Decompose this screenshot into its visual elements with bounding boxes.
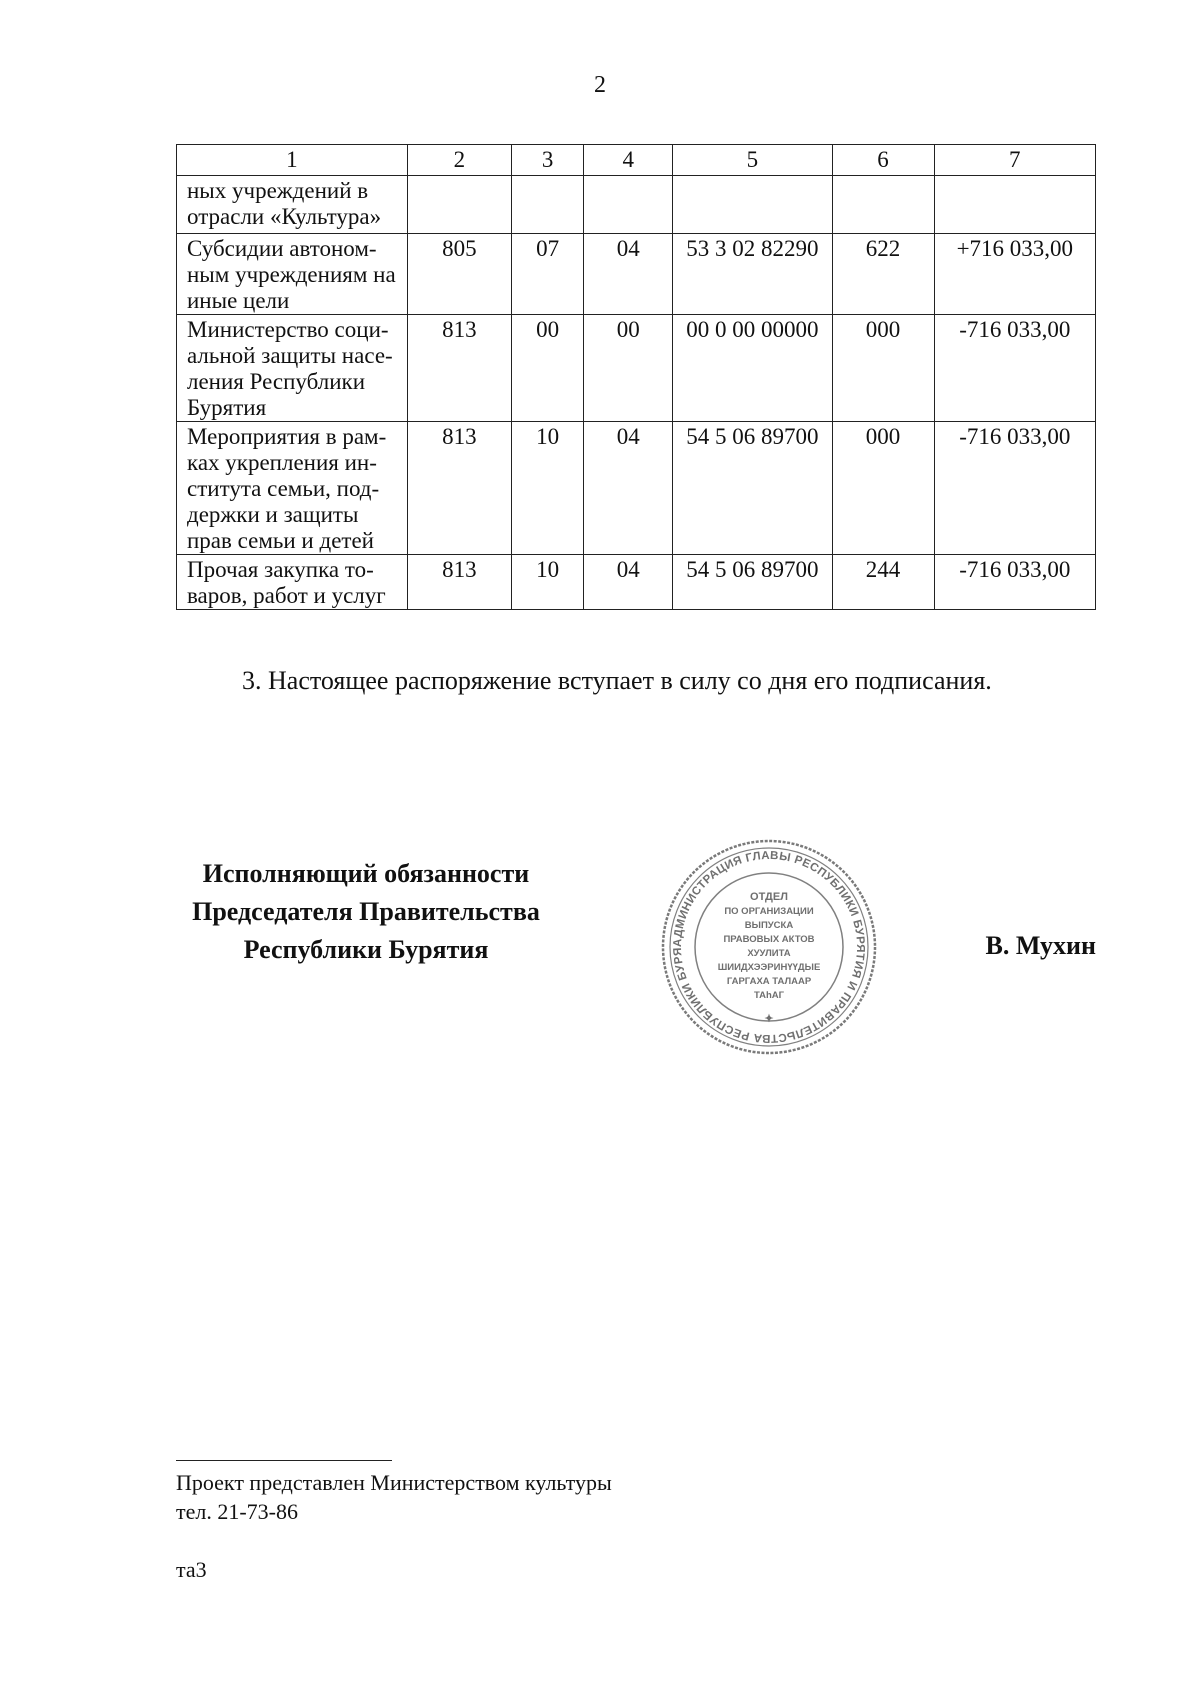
- cell-subsection: 04: [584, 234, 673, 315]
- page-number: 2: [594, 72, 606, 98]
- seal-center-line: ШИИДХЭЭРИНҮҮДЫЕ: [717, 962, 821, 973]
- cell-name: Мероприятия в рам- ках укрепления ин- ститута семьи, под- держки и защиты прав семьи и детей: [177, 422, 408, 555]
- signer-title: [170, 855, 562, 969]
- cell-target-article: [673, 176, 832, 234]
- cell-name: Прочая закупка то- варов, работ и услуг: [177, 555, 408, 610]
- footnote-line: тел. 21-73-86: [176, 1499, 299, 1524]
- column-header: 3: [511, 145, 583, 176]
- column-header: 7: [934, 145, 1095, 176]
- seal-graphic: [654, 838, 884, 1056]
- cell-ministry-code: 805: [407, 234, 511, 315]
- column-header: 4: [584, 145, 673, 176]
- footnote-divider: [176, 1460, 392, 1461]
- cell-ministry-code: [407, 176, 511, 234]
- cell-amount: -716 033,00: [934, 555, 1095, 610]
- column-header: 5: [673, 145, 832, 176]
- cell-section: 07: [511, 234, 583, 315]
- cell-section: 10: [511, 422, 583, 555]
- cell-expense-type: 000: [832, 315, 934, 422]
- cell-amount: +716 033,00: [934, 234, 1095, 315]
- table-row: [177, 422, 1096, 555]
- seal-center-text: [718, 891, 821, 1025]
- cell-expense-type: 000: [832, 422, 934, 555]
- table-row: [177, 555, 1096, 610]
- clause-3: 3. Настоящее распоряжение вступает в силу со дня его подписания.: [242, 666, 992, 695]
- table-row: [177, 176, 1096, 234]
- official-seal-icon: [654, 838, 884, 1056]
- table-header-row: [177, 145, 1096, 176]
- cell-amount: [934, 176, 1095, 234]
- seal-center-line: ПРАВОВЫХ АКТОВ: [723, 934, 815, 945]
- seal-center-line: ВЫПУСКА: [744, 920, 794, 931]
- signer-title-line: Исполняющий обязанности: [202, 859, 530, 888]
- column-header: 2: [407, 145, 511, 176]
- column-header: 6: [832, 145, 934, 176]
- column-header: 1: [177, 145, 408, 176]
- cell-subsection: 00: [584, 315, 673, 422]
- cell-expense-type: [832, 176, 934, 234]
- seal-center-line: ОТДЕЛ: [750, 891, 788, 903]
- executor-mark: та3: [176, 1557, 207, 1582]
- cell-amount: -716 033,00: [934, 315, 1095, 422]
- seal-center-line: ГАРГАХА ТАЛААР: [726, 976, 812, 987]
- cell-section: [511, 176, 583, 234]
- table-row: [177, 234, 1096, 315]
- cell-target-article: 53 3 02 82290: [673, 234, 832, 315]
- cell-section: 00: [511, 315, 583, 422]
- signer-name: В. Мухин: [985, 931, 1096, 960]
- cell-ministry-code: 813: [407, 555, 511, 610]
- seal-center-line: ПО ОРГАНИЗАЦИИ: [724, 906, 814, 917]
- cell-name: Субсидии автоном- ным учреждениям на иные цели: [177, 234, 408, 315]
- cell-amount: -716 033,00: [934, 422, 1095, 555]
- table-row: [177, 315, 1096, 422]
- seal-center-line: ХУУЛИТА: [747, 948, 791, 959]
- footnote-line: Проект представлен Министерством культуры: [176, 1470, 612, 1495]
- seal-center-line: ТАһАГ: [753, 990, 785, 1001]
- cell-subsection: 04: [584, 422, 673, 555]
- signer-title-line: Председателя Правительства: [192, 897, 540, 926]
- cell-ministry-code: 813: [407, 315, 511, 422]
- cell-subsection: 04: [584, 555, 673, 610]
- cell-expense-type: 244: [832, 555, 934, 610]
- cell-name: ных учреждений в отрасли «Культура»: [177, 176, 408, 234]
- cell-target-article: 00 0 00 00000: [673, 315, 832, 422]
- seal-ring-text: АДМИНИСТРАЦИЯ ГЛАВЫ РЕСПУБЛИКИ БУРЯТИЯ И ПРАВИТЕЛЬСТВА РЕСПУБЛИКИ БУРЯ: [671, 849, 867, 1045]
- cell-section: 10: [511, 555, 583, 610]
- footnote: [176, 1468, 612, 1526]
- cell-target-article: 54 5 06 89700: [673, 422, 832, 555]
- seal-star-icon: ✦: [764, 1013, 774, 1025]
- cell-name: Министерство соци- альной защиты насе- ления Республики Бурятия: [177, 315, 408, 422]
- signer-title-line: Республики Бурятия: [243, 935, 489, 964]
- cell-target-article: 54 5 06 89700: [673, 555, 832, 610]
- budget-table: [176, 144, 1096, 610]
- cell-ministry-code: 813: [407, 422, 511, 555]
- cell-subsection: [584, 176, 673, 234]
- cell-expense-type: 622: [832, 234, 934, 315]
